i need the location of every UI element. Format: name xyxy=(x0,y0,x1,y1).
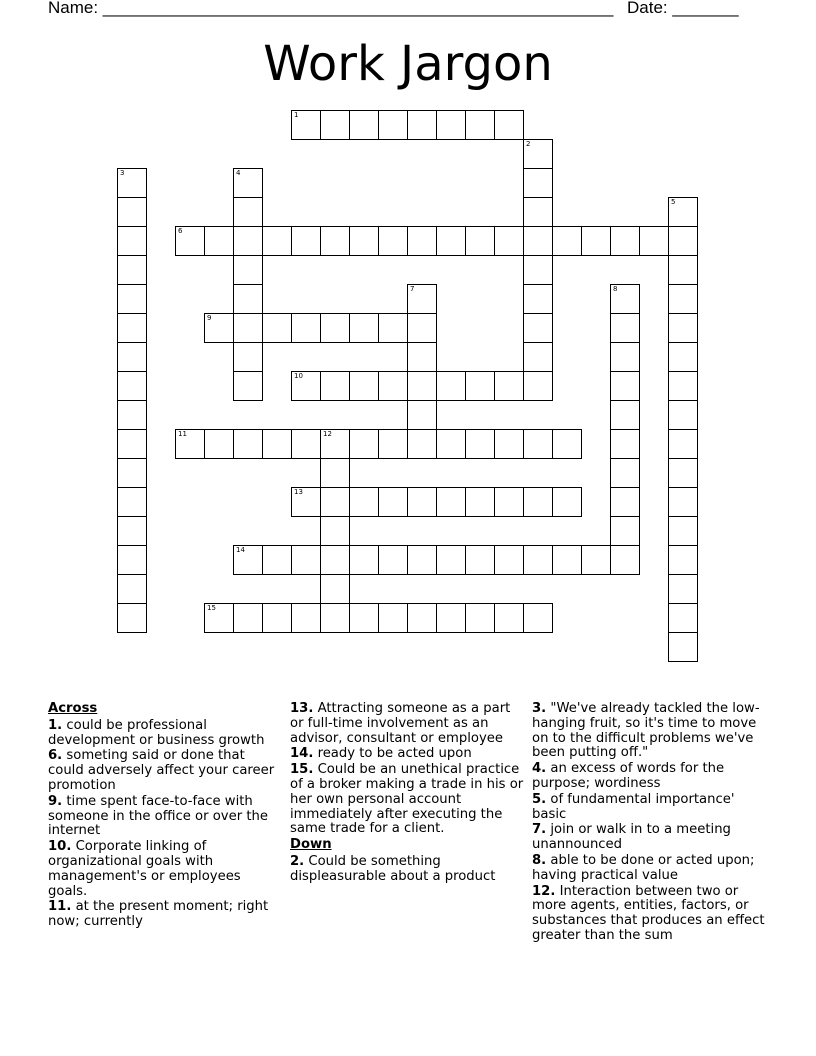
grid-cell[interactable] xyxy=(349,545,379,575)
grid-cell[interactable] xyxy=(378,110,408,140)
grid-cell[interactable] xyxy=(668,226,698,256)
clue-number: 10 xyxy=(294,372,303,380)
grid-cell[interactable] xyxy=(117,197,147,227)
grid-cell[interactable] xyxy=(320,313,350,343)
grid-cell[interactable] xyxy=(523,429,553,459)
grid-cell[interactable] xyxy=(291,110,321,140)
grid-cell[interactable] xyxy=(204,313,234,343)
grid-cell[interactable] xyxy=(465,110,495,140)
grid-cell[interactable] xyxy=(349,371,379,401)
grid-cell[interactable] xyxy=(668,632,698,662)
clue-down-7: 7. join or walk in to a meeting unannounced xyxy=(532,822,731,853)
clue-number: 8 xyxy=(613,285,618,293)
grid-cell[interactable] xyxy=(465,487,495,517)
grid-cell[interactable] xyxy=(320,545,350,575)
grid-cell[interactable] xyxy=(465,603,495,633)
grid-cell[interactable] xyxy=(117,313,147,343)
grid-cell[interactable] xyxy=(175,226,205,256)
clue-across-9: 9. time spent face-to-face with someone in the office or over the internet xyxy=(48,793,268,839)
clue-across-11: 11. at the present moment; right now; currently xyxy=(48,899,269,930)
grid-cell[interactable] xyxy=(465,429,495,459)
grid-cell[interactable] xyxy=(610,226,640,256)
grid-cell[interactable] xyxy=(204,226,234,256)
grid-cell[interactable] xyxy=(349,226,379,256)
grid-cell[interactable] xyxy=(204,603,234,633)
grid-cell[interactable] xyxy=(552,487,582,517)
grid-cell[interactable] xyxy=(668,603,698,633)
clue-down-12: 12. Interaction between two or more agents, entities, factors, or substances that produces an effect greater than the sum xyxy=(532,883,765,943)
clue-across-10: 10. Corporate linking of organizational goals with management's or employees goals. xyxy=(48,839,241,899)
grid-cell[interactable] xyxy=(320,458,350,488)
down-heading: Down xyxy=(290,837,332,853)
grid-cell[interactable] xyxy=(262,313,292,343)
grid-cell[interactable] xyxy=(349,429,379,459)
grid-cell[interactable] xyxy=(523,487,553,517)
grid-cell[interactable] xyxy=(610,516,640,546)
grid-cell[interactable] xyxy=(668,284,698,314)
clue-across-13: 13. Attracting someone as a part or full-time involvement as an advisor, consultant or employee xyxy=(290,701,511,746)
grid-cell[interactable] xyxy=(407,487,437,517)
grid-cell[interactable] xyxy=(610,342,640,372)
grid-cell[interactable] xyxy=(378,545,408,575)
grid-cell[interactable] xyxy=(523,342,553,372)
grid-cell[interactable] xyxy=(233,429,263,459)
grid-cell[interactable] xyxy=(639,226,669,256)
grid-cell[interactable] xyxy=(436,487,466,517)
grid-cell[interactable] xyxy=(262,603,292,633)
grid-cell[interactable] xyxy=(378,371,408,401)
clue-column-3 xyxy=(532,702,767,945)
grid-cell[interactable] xyxy=(378,603,408,633)
grid-cell[interactable] xyxy=(233,545,263,575)
grid-cell[interactable] xyxy=(233,284,263,314)
grid-cell[interactable] xyxy=(378,226,408,256)
grid-cell[interactable] xyxy=(494,487,524,517)
grid-cell[interactable] xyxy=(407,284,437,314)
grid-cell[interactable] xyxy=(407,110,437,140)
grid-cell[interactable] xyxy=(117,371,147,401)
grid-cell[interactable] xyxy=(407,400,437,430)
grid-cell[interactable] xyxy=(378,313,408,343)
grid-cell[interactable] xyxy=(465,226,495,256)
grid-cell[interactable] xyxy=(233,255,263,285)
grid-cell[interactable] xyxy=(465,545,495,575)
clue-number: 12 xyxy=(323,430,332,438)
clue-across-6: 6. someting said or done that could adversely affect your career promotion xyxy=(48,748,275,793)
grid-cell[interactable] xyxy=(668,516,698,546)
grid-cell[interactable] xyxy=(668,487,698,517)
grid-cell[interactable] xyxy=(349,603,379,633)
grid-cell[interactable] xyxy=(349,313,379,343)
clue-down-2: 2. Could be something displeasurable about a product xyxy=(290,853,496,884)
grid-cell[interactable] xyxy=(262,545,292,575)
grid-cell[interactable] xyxy=(494,226,524,256)
grid-cell[interactable] xyxy=(552,545,582,575)
grid-cell[interactable] xyxy=(552,429,582,459)
grid-cell[interactable] xyxy=(407,603,437,633)
grid-cell[interactable] xyxy=(668,429,698,459)
grid-cell[interactable] xyxy=(436,371,466,401)
clue-column-1 xyxy=(48,702,283,931)
clue-number: 7 xyxy=(410,285,415,293)
clue-number: 6 xyxy=(178,227,183,235)
grid-cell[interactable] xyxy=(436,226,466,256)
grid-cell[interactable] xyxy=(262,226,292,256)
grid-cell[interactable] xyxy=(407,226,437,256)
grid-cell[interactable] xyxy=(175,429,205,459)
grid-cell[interactable] xyxy=(668,400,698,430)
grid-cell[interactable] xyxy=(117,255,147,285)
grid-cell[interactable] xyxy=(494,603,524,633)
clue-number: 9 xyxy=(207,314,212,322)
grid-cell[interactable] xyxy=(233,313,263,343)
grid-cell[interactable] xyxy=(610,284,640,314)
grid-cell[interactable] xyxy=(581,545,611,575)
grid-cell[interactable] xyxy=(668,574,698,604)
grid-cell[interactable] xyxy=(407,371,437,401)
grid-cell[interactable] xyxy=(494,371,524,401)
grid-cell[interactable] xyxy=(320,429,350,459)
grid-cell[interactable] xyxy=(262,429,292,459)
grid-cell[interactable] xyxy=(494,110,524,140)
grid-cell[interactable] xyxy=(320,516,350,546)
grid-cell[interactable] xyxy=(581,226,611,256)
grid-cell[interactable] xyxy=(610,545,640,575)
grid-cell[interactable] xyxy=(668,197,698,227)
grid-cell[interactable] xyxy=(117,487,147,517)
clue-number: 4 xyxy=(236,169,241,177)
grid-cell[interactable] xyxy=(117,516,147,546)
clue-down-5: 5. of fundamental importance' basic xyxy=(532,791,735,822)
grid-cell[interactable] xyxy=(117,400,147,430)
grid-cell[interactable] xyxy=(291,487,321,517)
grid-cell[interactable] xyxy=(407,429,437,459)
grid-cell[interactable] xyxy=(320,574,350,604)
grid-cell[interactable] xyxy=(494,429,524,459)
grid-cell[interactable] xyxy=(523,313,553,343)
clue-down-3: 3. "We've already tackled the low-hanging fruit, so it's time to move on to the difficult problems we've been putting off." xyxy=(532,701,760,761)
grid-cell[interactable] xyxy=(291,603,321,633)
grid-cell[interactable] xyxy=(523,371,553,401)
grid-cell[interactable] xyxy=(320,371,350,401)
clue-number: 1 xyxy=(294,111,299,119)
grid-cell[interactable] xyxy=(523,139,553,169)
name-field[interactable]: Name: ______________________________________________________ xyxy=(48,0,614,17)
grid-cell[interactable] xyxy=(291,226,321,256)
clue-column-2 xyxy=(290,702,525,886)
grid-cell[interactable] xyxy=(291,545,321,575)
grid-cell[interactable] xyxy=(233,603,263,633)
grid-cell[interactable] xyxy=(610,400,640,430)
grid-cell[interactable] xyxy=(117,429,147,459)
grid-cell[interactable] xyxy=(494,545,524,575)
grid-cell[interactable] xyxy=(668,545,698,575)
grid-cell[interactable] xyxy=(610,458,640,488)
grid-cell[interactable] xyxy=(117,545,147,575)
grid-cell[interactable] xyxy=(233,197,263,227)
grid-cell[interactable] xyxy=(610,429,640,459)
grid-cell[interactable] xyxy=(378,487,408,517)
grid-cell[interactable] xyxy=(117,168,147,198)
clue-number: 11 xyxy=(178,430,187,438)
grid-cell[interactable] xyxy=(204,429,234,459)
grid-cell[interactable] xyxy=(668,313,698,343)
across-heading: Across xyxy=(48,701,98,716)
clue-number: 15 xyxy=(207,604,216,612)
date-field[interactable]: Date: _______ xyxy=(627,0,739,17)
grid-cell[interactable] xyxy=(320,603,350,633)
grid-cell[interactable] xyxy=(117,226,147,256)
clue-down-8: 8. able to be done or acted upon; having practical value xyxy=(532,852,755,883)
clue-number: 5 xyxy=(671,198,676,206)
grid-cell[interactable] xyxy=(349,487,379,517)
grid-cell[interactable] xyxy=(320,110,350,140)
grid-cell[interactable] xyxy=(378,429,408,459)
grid-cell[interactable] xyxy=(407,342,437,372)
grid-cell[interactable] xyxy=(407,545,437,575)
clue-number: 3 xyxy=(120,169,125,177)
grid-cell[interactable] xyxy=(320,487,350,517)
grid-cell[interactable] xyxy=(233,342,263,372)
grid-cell[interactable] xyxy=(523,168,553,198)
grid-cell[interactable] xyxy=(291,313,321,343)
grid-cell[interactable] xyxy=(523,284,553,314)
grid-cell[interactable] xyxy=(610,487,640,517)
grid-cell[interactable] xyxy=(117,574,147,604)
clue-across-15: 15. Could be an unethical practice of a broker making a trade in his or her own personal account immediately after executing the same trade for a client. xyxy=(290,762,524,837)
grid-cell[interactable] xyxy=(610,371,640,401)
grid-cell[interactable] xyxy=(117,284,147,314)
clue-across-14: 14. ready to be acted upon xyxy=(290,746,472,762)
grid-cell[interactable] xyxy=(523,255,553,285)
grid-cell[interactable] xyxy=(320,226,350,256)
puzzle-title: Work Jargon xyxy=(263,36,553,92)
grid-cell[interactable] xyxy=(407,313,437,343)
grid-cell[interactable] xyxy=(523,197,553,227)
grid-cell[interactable] xyxy=(117,458,147,488)
grid-cell[interactable] xyxy=(552,226,582,256)
grid-cell[interactable] xyxy=(668,342,698,372)
grid-cell[interactable] xyxy=(233,371,263,401)
grid-cell[interactable] xyxy=(436,429,466,459)
grid-cell[interactable] xyxy=(668,458,698,488)
clue-number: 13 xyxy=(294,488,303,496)
grid-cell[interactable] xyxy=(436,545,466,575)
grid-cell[interactable] xyxy=(523,603,553,633)
grid-cell[interactable] xyxy=(668,255,698,285)
grid-cell[interactable] xyxy=(610,313,640,343)
grid-cell[interactable] xyxy=(349,110,379,140)
clue-across-1: 1. could be professional development or business growth xyxy=(48,717,265,748)
clue-number: 2 xyxy=(526,140,531,148)
grid-cell[interactable] xyxy=(291,429,321,459)
clue-down-4: 4. an excess of words for the purpose; wordiness xyxy=(532,761,725,791)
grid-cell[interactable] xyxy=(436,110,466,140)
grid-cell[interactable] xyxy=(523,545,553,575)
grid-cell[interactable] xyxy=(117,603,147,633)
grid-cell[interactable] xyxy=(465,371,495,401)
grid-cell[interactable] xyxy=(117,342,147,372)
grid-cell[interactable] xyxy=(233,168,263,198)
clue-number: 14 xyxy=(236,546,245,554)
grid-cell[interactable] xyxy=(233,226,263,256)
grid-cell[interactable] xyxy=(291,371,321,401)
grid-cell[interactable] xyxy=(436,603,466,633)
grid-cell[interactable] xyxy=(668,371,698,401)
grid-cell[interactable] xyxy=(523,226,553,256)
